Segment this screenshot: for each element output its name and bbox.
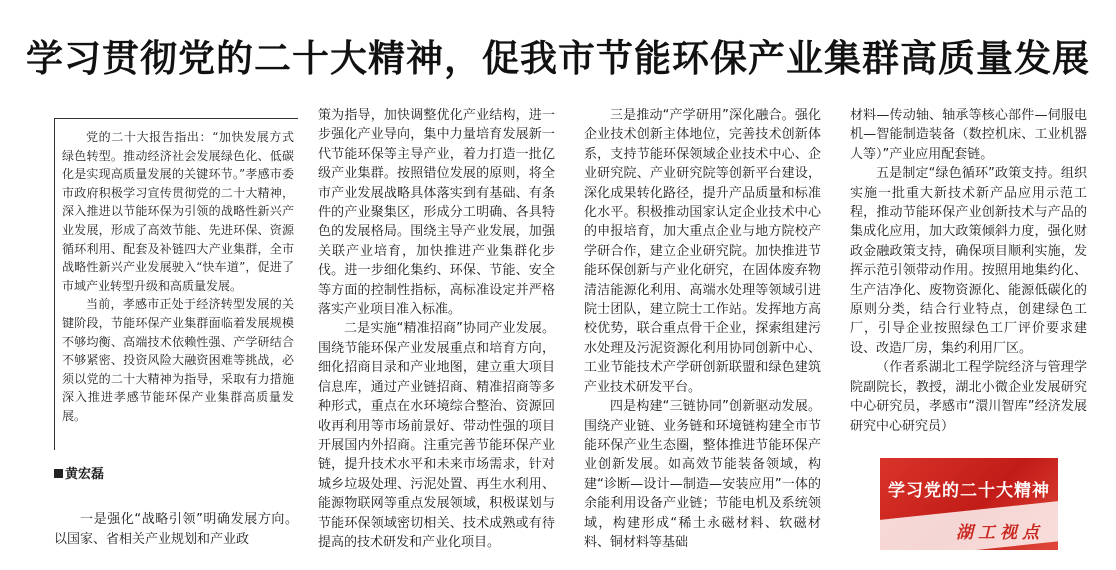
author-byline: [54, 465, 298, 484]
column-2-paragraph-1: 策为指导，加快调整优化产业结构，进一步强化产业导向，集中力量培育发展新一代节能环保等主导产业，着力打造一批亿级产业集群。按照错位发展的原则，将全市产业发展战略具体落实到有基础、有条件的产业聚集区，形成分工明确、各具特色的发展格局。围绕主导产业发展，加强关联产业培育，加快推进产业集群化步伐。进一步细化集约、环保、节能、安全等方面的控制性指标，高标准设定并严格落实产业项目准入标准。: [318, 108, 555, 318]
summary-paragraph-1: 党的二十大报告指出：“加快发展方式绿色转型。推动经济社会发展绿色化、低碳化是实现高质量发展的关键环节。”孝感市委市政府积极学习宣传贯彻党的二十大精神，深入推进以节能环保为引领的战略性新兴产业发展，形成了高效节能、先进环保、资源循环利用、配套及补链四大产业集群，全市战略性新兴产业发展驶入“快车道”，促进了市域产业转型升级和高质量发展。: [62, 130, 294, 293]
column-2: [318, 106, 555, 552]
column-3-paragraph-2: 四是构建“三链协同”创新驱动发展。围绕产业链、业务链和环境链构建全市节能环保产业生态圈，整体推进节能环保产业创新发展。如高效节能装备领域，构建“诊断—设计—制造—安装应用”一体的余能利用设备产业链；节能电机及系统领域，构建形成“稀土永磁材料、软磁材料、铜材料等基础: [584, 399, 821, 550]
square-bullet-icon: [54, 469, 63, 478]
column-4-paragraph-1: 材料—传动轴、轴承等核心部件—伺服电机—智能制造装备（数控机床、工业机器人等）”产业应用配套链。: [850, 108, 1087, 162]
column-banner: [880, 458, 1058, 550]
column-3: [584, 106, 821, 552]
summary-paragraph-2: 当前，孝感市正处于经济转型发展的关键阶段，节能环保产业集群面临着发展规模不够均衡、高端技术依赖性强、产学研结合不够紧密、投资风险大融资困难等挑战，必须以党的二十大精神为指导，采取有力措施深入推进孝感节能环保产业集群高质量发展。: [62, 297, 294, 423]
column-1-paragraph-1: 一是强化“战略引领”明确发展方向。以国家、省相关产业规划和产业政: [54, 512, 298, 547]
column-4: [850, 106, 1087, 436]
column-4-paragraph-2: 五是制定“绿色循环”政策支持。组织实施一批重大新技术新产品应用示范工程，推动节能环保产业创新技术与产品的集成化应用，加大政策倾斜力度，强化财政金融政策支持，确保项目顺利实施，发挥示范引领带动作用。按照用地集约化、生产洁净化、废物资源化、能源低碳化的原则分类，结合行业特点，创建绿色工厂，引导企业按照绿色工厂评价要求建设、改造厂房，集约利用厂区。: [850, 166, 1087, 356]
banner-subtitle: 湖工视点: [956, 523, 1044, 543]
column-3-paragraph-1: 三是推动“产学研用”深化融合。强化企业技术创新主体地位，完善技术创新体系，支持节能环保领域企业技术中心、企业研究院、产业研究院等创新平台建设，深化成果转化路径，提升产品质量和标准化水平。积极推动国家认定企业技术中心的申报培育，加大重点企业与地方院校产学研合作，建立企业研究院。加快推进节能环保创新与产业化研究，在固体废弃物清洁能源化利用、高端水处理等领域引进院士团队，建立院士工作站。发挥地方高校优势，联合重点骨干企业，探索组建污水处理及污泥资源化利用协同创新中心、工业节能技术产学研创新联盟和绿色建筑产业技术研发平台。: [584, 108, 821, 395]
author-name: 黄宏磊: [65, 467, 105, 482]
column-2-paragraph-2: 二是实施“精准招商”协同产业发展。围绕节能环保产业发展重点和培育方向，细化招商目录和产业地图，建立重大项目信息库，通过产业链招商、精准招商等多种形式，重点在水环境综合整治、资源回收再利用等市场前景好、带动性强的项目开展国内外招商。注重完善节能环保产业链，提升技术水平和未来市场需求，针对城乡垃圾处理、污泥处置、再生水利用、能源物联网等重点发展领域，积极谋划与节能环保领域密切相关、技术成熟或有待提高的技术研发和产业化项目。: [318, 321, 555, 550]
headline: 学习贯彻党的二十大精神，促我市节能环保产业集群高质量发展: [26, 36, 1090, 80]
article-summary: [62, 128, 294, 426]
column-1: [54, 465, 298, 549]
author-note: （作者系湖北工程学院经济与管理学院副院长，教授，湖北小微企业发展研究中心研究员，孝感市“澴川智库”经济发展研究中心研究员）: [850, 360, 1087, 434]
banner-title: 学习党的二十大精神: [888, 481, 1050, 501]
